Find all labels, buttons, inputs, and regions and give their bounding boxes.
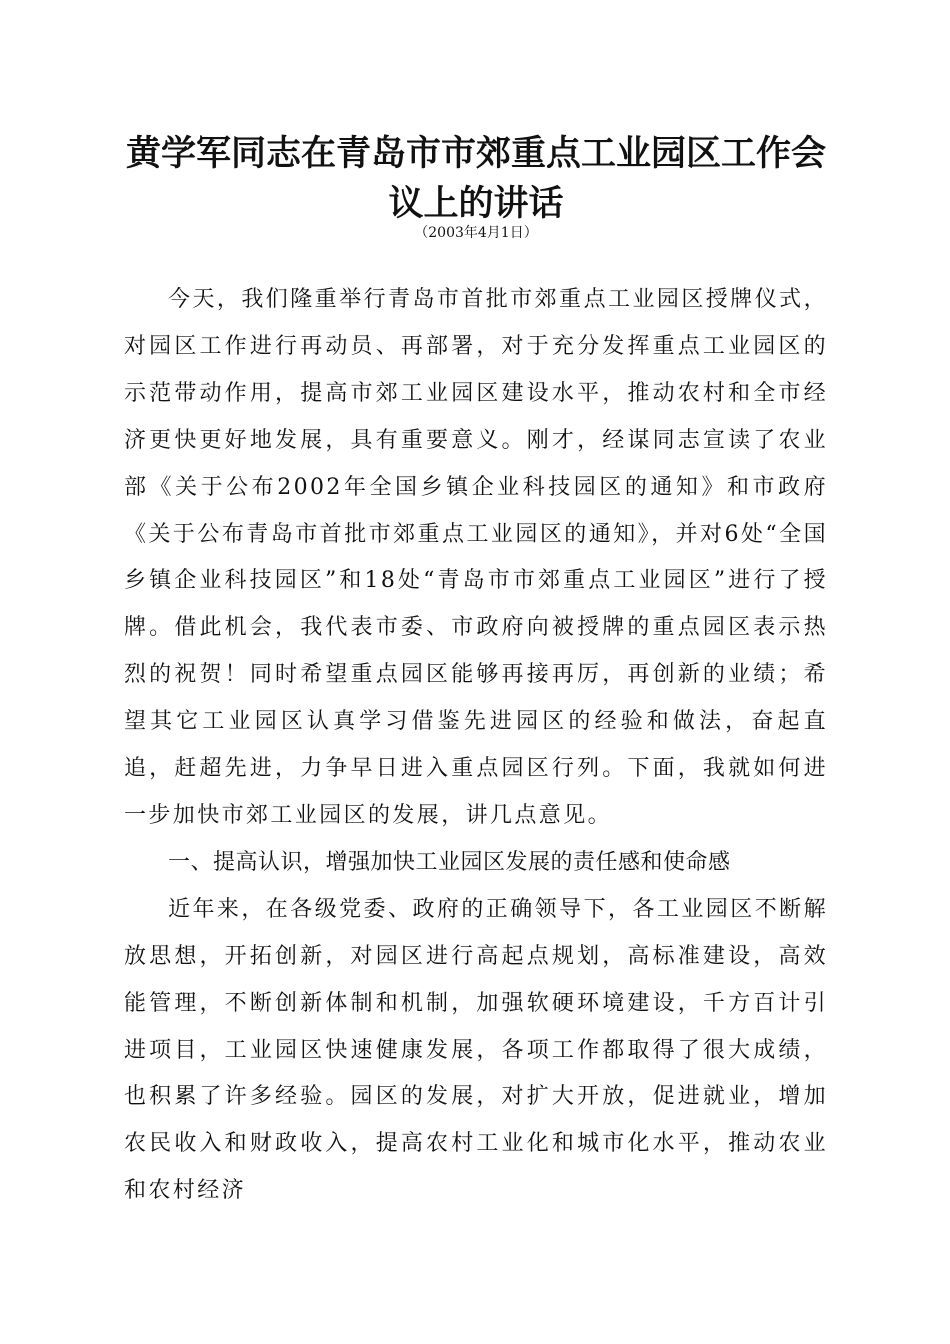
- body-paragraph-2: 近年来，在各级党委、政府的正确领导下，各工业园区不断解放思想，开拓创新，对园区进行高起点规划，高标准建设，高效能管理，不断创新体制和机制，加强软硬环境建设，千方百计引进项目，工业园区快速健康发展，各项工作都取得了很大成绩，也积累了许多经验。园区的发展，对扩大开放，促进就业，增加农民收入和财政收入，提高农村工业化和城市化水平，推动农业和农村经济: [124, 896, 828, 1204]
- section-heading-1: 一、提高认识，增强加快工业园区发展的责任感和使命感: [168, 849, 731, 875]
- document-body: [124, 277, 828, 1215]
- document-title-line-1: 黄学军同志在青岛市市郊重点工业园区工作会: [125, 134, 826, 174]
- body-paragraph-1: 今天，我们隆重举行青岛市首批市郊重点工业园区授牌仪式，对园区工作进行再动员、再部署，对于充分发挥重点工业园区的示范带动作用，提高市郊工业园区建设水平，推动农村和全市经济更快更好地发展，具有重要意义。刚才，经谋同志宣读了农业部《关于公布2002年全国乡镇企业科技园区的通知》和市政府《关于公布青岛市首批市郊重点工业园区的通知》，并对6处“全国乡镇企业科技园区”和18处“青岛市市郊重点工业园区”进行了授牌。借此机会，我代表市委、市政府向被授牌的重点园区表示热烈的祝贺！同时希望重点园区能够再接再厉，再创新的业绩；希望其它工业园区认真学习借鉴先进园区的经验和做法，奋起直追，赶超先进，力争早日进入重点园区行列。下面，我就如何进一步加快市郊工业园区的发展，讲几点意见。: [124, 287, 828, 828]
- document-date: （2003年4月1日）: [414, 225, 538, 241]
- document-title-line-2: 议上的讲话: [388, 184, 564, 224]
